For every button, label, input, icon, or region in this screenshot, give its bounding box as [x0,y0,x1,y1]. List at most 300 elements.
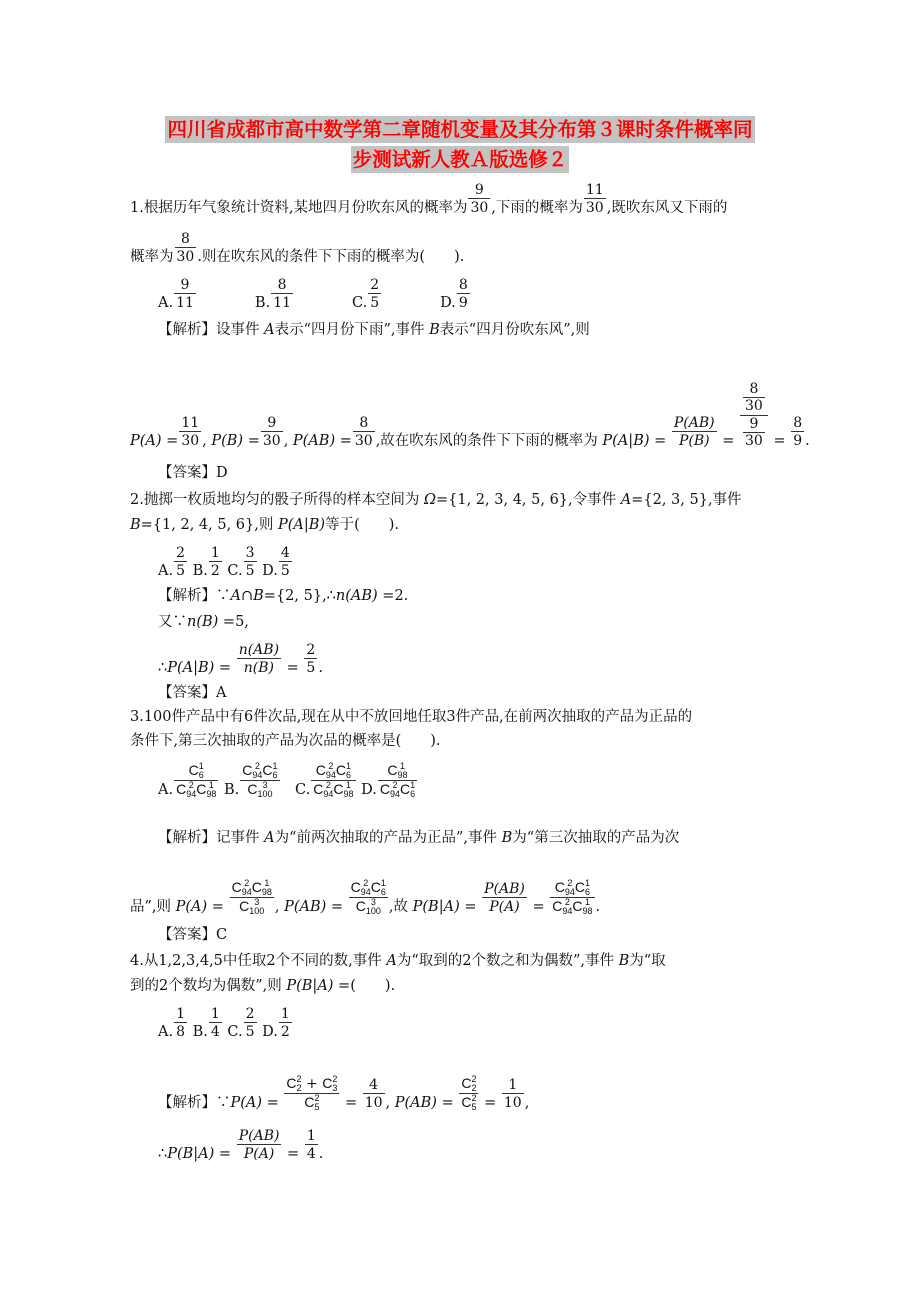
line-content [158,465,228,482]
fraction [279,546,292,580]
math-variable: P(AB) [484,881,525,897]
text-run: . [595,899,601,915]
numerator [240,763,279,780]
text-run: = [340,1095,362,1111]
text-run: 10 [364,1095,383,1111]
line-content [158,278,471,312]
superscript: 2 [363,878,369,888]
fraction [482,882,527,916]
combination-indices [390,781,400,798]
text-run: D. [257,563,278,579]
combination [252,880,272,896]
subscript: 94 [252,770,263,780]
math-variable: P(A) [175,899,208,915]
numerator [209,1007,222,1022]
fraction [304,643,317,677]
combination-indices [361,879,371,896]
denominator [487,900,521,915]
text-run: = [262,1095,284,1111]
superscript: 2 [328,761,334,771]
fraction [174,278,196,312]
subscript: 98 [206,789,217,799]
text-run: + [301,1076,323,1092]
fraction [279,1007,292,1041]
text-run: = [207,899,229,915]
text-run: 1.根据历年气象统计资料,某地四月份吹东风的概率为 [130,200,468,216]
combination [322,1076,337,1092]
combination-indices [323,781,333,798]
denominator [279,1025,292,1040]
text-run: ,故 [388,899,413,915]
combination-symbol: C [251,879,262,895]
denominator [179,434,201,449]
combination-symbol: C [315,762,326,778]
subscript: 98 [261,887,272,897]
combination [572,899,592,915]
combination-symbol: C [370,879,381,895]
subscript: 94 [389,789,400,799]
line-content [130,517,399,534]
combination-indices [249,898,264,915]
numerator [459,1076,478,1093]
text-run: 1 [280,1006,290,1022]
combination [333,782,353,798]
text-run: 品”,则 [130,899,176,915]
math-group [247,782,272,798]
math-variable: P(A) [230,1095,263,1111]
superscript: 1 [410,780,416,790]
fraction [174,546,187,580]
combination-indices [206,781,216,798]
text-run: ∴ [158,1146,168,1162]
combination-symbol: C [461,1094,472,1110]
text-run: = [282,1146,304,1162]
combination [239,899,264,915]
combination-indices [199,762,204,779]
fraction [174,1007,187,1041]
text-run: 【答案】D [158,465,228,481]
combination-symbol: C [247,781,258,797]
combination-indices [410,781,415,798]
text-run: 8 [749,381,759,397]
denominator [743,399,765,414]
fraction [672,416,717,450]
combination-indices [273,762,278,779]
combination-indices [366,898,381,915]
superscript: 2 [471,1093,477,1103]
text-run: 1 [210,1006,220,1022]
combination-symbol: C [355,898,366,914]
line-content [158,927,227,944]
text-run: , [274,899,285,915]
text-run: A. [158,295,174,311]
math-group [304,1095,319,1111]
denominator [174,782,218,798]
denominator [175,250,197,265]
combination-symbol: C [379,781,390,797]
text-run: , [202,433,212,449]
combination-symbol: C [262,762,273,778]
math-variable: P(B|A) [167,1146,215,1162]
combination-indices [346,762,351,779]
combination-symbol: C [333,781,344,797]
denominator [305,1147,318,1162]
math-variable: n(B) [187,614,219,630]
math-group [356,899,381,915]
superscript: 1 [345,761,351,771]
combination-symbol: C [176,781,187,797]
combination [575,880,590,896]
superscript: 2 [325,780,331,790]
text-run: .则在吹东风的条件下下雨的概率为( ). [197,249,465,265]
combination-symbol: C [322,1075,333,1091]
math-variable: P(AB) [394,1095,437,1111]
math-group [313,782,353,798]
combination-symbol: C [554,879,565,895]
text-run: 10 [503,1095,522,1111]
numerator [244,1007,257,1022]
fraction [175,232,197,266]
math-variable: A [264,322,275,338]
superscript: 2 [471,1074,477,1084]
numerator [743,382,765,397]
combination-indices [332,1075,337,1092]
denominator [304,661,317,676]
subscript: 6 [198,770,204,780]
subscript: 100 [365,906,381,916]
text-run: D. [382,295,456,311]
text-run: =( ). [333,978,396,994]
combination [371,880,386,896]
text-run: = [214,1146,236,1162]
text-run: C. [222,563,243,579]
text-run: 3.100件产品中有6件次品,现在从中不放回地任取3件产品,在前两次抽取的产品为正品的 [130,709,693,725]
text-run: B. [188,1024,208,1040]
text-run: 为“前两次抽取的产品为正品”,事件 [274,830,502,846]
text-run: 8 [793,415,803,431]
text-run: = [527,899,550,915]
text-run: ={2, 3, 5},事件 [631,492,742,508]
line-content [130,880,600,916]
math-variable: P(B) [211,433,244,449]
fraction [791,416,804,450]
subscript: 5 [471,1102,477,1112]
text-run: ,既吹东风又下雨的 [606,200,728,216]
text-run: ,故在吹东风的条件下下雨的概率为 [375,433,603,449]
text-run: ={1, 2, 3, 4, 5, 6},令事件 [435,492,621,508]
document-title-line-1: 四川省成都市高中数学第二章随机变量及其分布第３课时条件概率同 [167,118,753,141]
text-run: 1 [508,1077,518,1093]
combination-indices [562,898,572,915]
text-run: 5 [306,660,316,676]
text-run: . [318,660,323,676]
combination [400,782,415,798]
text-run: 【解析】∵ [158,588,231,604]
combination [304,1095,319,1111]
text-run: C. [294,295,368,311]
combination [351,880,371,896]
denominator [261,434,283,449]
combination [189,763,204,779]
denominator [279,564,292,579]
combination [196,782,216,798]
numerator [304,643,317,658]
text-run: = [768,433,791,449]
subscript: 6 [380,887,386,897]
text-run: 2 [370,277,380,293]
text-run: 【解析】∵ [158,1095,231,1111]
math-variable: P(B) [678,433,710,449]
text-run: 等于( ). [325,517,400,533]
superscript: 1 [380,878,386,888]
combination-symbol: C [239,898,250,914]
fraction [209,546,222,580]
text-run: 又∵ [158,614,187,630]
combination [336,763,351,779]
math-variable: P(A) [489,899,520,915]
combination-symbol: C [574,879,585,895]
line-content [158,322,590,339]
subscript: 5 [314,1102,320,1112]
fraction [378,763,417,799]
text-run: 8 [180,231,190,247]
denominator [791,434,804,449]
fraction [550,880,594,916]
text-run: =2. [377,588,409,604]
text-run: 条件下,第三次抽取的产品为次品的概率是( ). [130,733,441,749]
fraction [459,1076,478,1112]
text-run: 30 [176,249,195,265]
text-run: 8 [359,415,369,431]
math-variable: A [230,588,241,604]
combination [461,1095,476,1111]
text-run: 9 [793,433,803,449]
superscript: 2 [244,878,250,888]
text-run: 【答案】C [158,927,228,943]
denominator [174,564,187,579]
numerator [271,278,293,293]
combination-symbol: C [387,762,398,778]
math-group [555,880,590,896]
combination-indices [471,1075,476,1092]
combination [387,763,407,779]
line-content [158,830,679,847]
math-variable: P(A|B) [602,433,650,449]
fraction [457,278,470,312]
denominator [244,1025,257,1040]
line-content [130,733,441,750]
denominator [302,1095,321,1111]
numerator [378,763,417,780]
combination-symbol: C [461,1075,472,1091]
math-group [316,763,351,779]
fraction [368,278,381,312]
fraction [305,1129,318,1163]
denominator [677,434,712,449]
superscript: 2 [314,1093,320,1103]
numerator [209,546,222,561]
text-run: 为“取到的2个数之和为偶数”,事件 [396,953,619,969]
text-run: 为“取 [629,953,666,969]
fraction [584,183,606,217]
denominator [242,661,276,676]
text-run: = [282,660,304,676]
combination [176,782,196,798]
math-variable: B [253,588,264,604]
combination-indices [398,762,408,779]
combination-indices [381,879,386,896]
denominator [378,782,417,798]
numerator [174,763,218,780]
text-run: = [717,433,740,449]
fraction [237,1129,282,1163]
combination-indices [326,762,336,779]
superscript: 1 [345,780,351,790]
combination-symbol: C [196,781,207,797]
text-run: 1 [176,1006,186,1022]
text-run: D. [356,782,377,798]
fraction [743,382,765,414]
numerator [311,763,355,780]
text-run: 2 [210,563,220,579]
superscript: 1 [585,878,591,888]
combination-indices [186,781,196,798]
combination-symbol: C [242,762,253,778]
text-run: 30 [181,433,200,449]
combination-indices [257,781,272,798]
denominator [743,434,765,449]
line-content [158,1007,293,1041]
text-run: 到的2个数均为偶数”,则 [130,978,287,994]
denominator [502,1096,524,1111]
math-group [232,880,272,896]
combination [461,1076,476,1092]
math-group [176,782,216,798]
numerator [457,278,470,293]
text-run: = [335,433,352,449]
text-run: 9 [458,295,468,311]
subscript: 94 [564,887,575,897]
fraction [237,643,281,677]
combination [313,782,333,798]
math-variable: A [386,953,397,969]
denominator [311,782,355,798]
text-run: 3 [245,545,255,561]
text-run: , [283,433,293,449]
math-variable: P(A|B) [167,660,215,676]
math-variable: n(AB) [335,588,378,604]
subscript: 100 [249,906,265,916]
text-run: A. [158,1024,174,1040]
math-group [461,1095,476,1111]
text-run: 4 [306,1146,316,1162]
text-run: 11 [176,295,194,311]
math-variable: n(B) [243,660,274,676]
denominator [468,201,490,216]
combination-symbol: C [335,762,346,778]
numerator [550,880,594,897]
numerator [502,1078,524,1093]
numerator [468,183,490,198]
numerator [363,1078,385,1093]
denominator [174,1025,187,1040]
numerator [174,546,187,561]
text-run: C. [222,1024,243,1040]
superscript: 1 [198,761,204,771]
math-variable: P(B|A) [286,978,334,994]
math-variable: B [130,517,141,533]
superscript: 1 [585,897,591,907]
denominator [584,201,606,216]
text-run: A. [158,782,174,798]
math-group [286,1076,337,1092]
text-run: , [385,1095,395,1111]
combination [380,782,400,798]
text-run: 9 [474,182,484,198]
text-run: 4.从1,2,3,4,5中任取2个不同的数,事件 [130,953,387,969]
subscript: 3 [332,1083,338,1093]
combination [552,899,572,915]
text-run: 8 [277,277,287,293]
numerator [368,278,381,293]
superscript: 3 [370,897,376,907]
text-run: = [326,899,348,915]
text-run: ∴ [158,660,168,676]
numerator [179,416,201,431]
superscript: 1 [264,878,270,888]
combination-indices [343,781,353,798]
math-variable: A [620,492,632,508]
line-content [130,382,810,450]
line-content [130,978,395,995]
text-run: 11 [585,182,604,198]
combination-symbol: C [286,1075,297,1091]
text-run: 5 [245,1024,255,1040]
text-run: = [649,433,671,449]
line-content [158,643,323,677]
line-content [130,953,666,970]
denominator [209,564,222,579]
superscript: 2 [567,878,573,888]
text-run: 30 [354,433,373,449]
math-variable: A [264,830,275,846]
line-content [158,685,226,702]
text-run: 2 [280,1024,290,1040]
subscript: 98 [582,906,593,916]
text-run: . [805,433,810,449]
subscript: 94 [562,906,573,916]
combination [316,763,336,779]
text-run: 30 [262,433,281,449]
text-run: 1 [306,1128,316,1144]
fraction [740,382,768,450]
fraction [743,417,765,449]
numerator [174,1007,187,1022]
math-variable: P(A|B) [277,517,326,533]
combination [232,880,252,896]
subscript: 94 [325,770,336,780]
text-run: A. [158,563,174,579]
denominator [363,1096,385,1111]
math-group [351,880,386,896]
combination-symbol: C [350,879,361,895]
line-content [130,232,464,266]
fraction [284,1076,339,1112]
subscript: 94 [241,887,252,897]
text-run: C. [280,782,311,798]
subscript: 94 [186,789,197,799]
text-run: B. [188,563,208,579]
